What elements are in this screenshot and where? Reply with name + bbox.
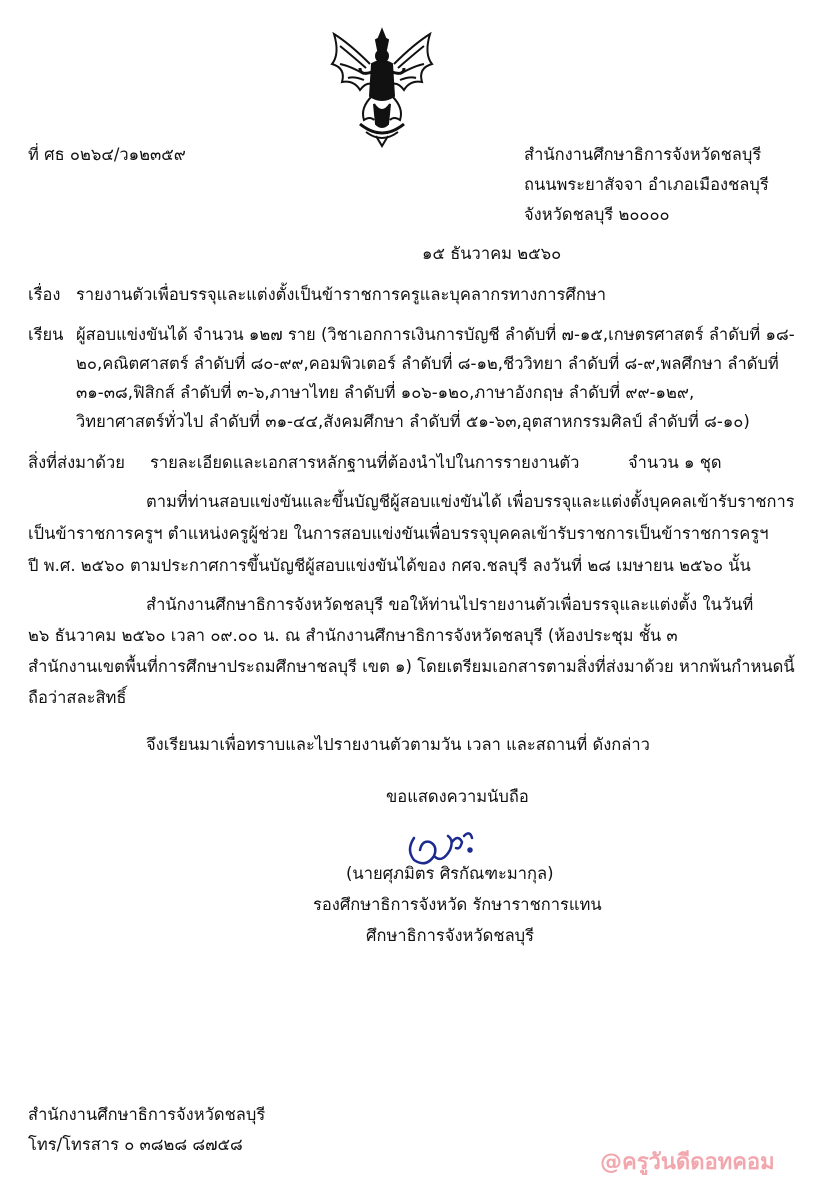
subject-text: รายงานตัวเพื่อบรรจุและแต่งตั้งเป็นข้าราชการครูและบุคลากรทางการศึกษา <box>76 285 607 304</box>
letter-date: ๑๕ ธันวาคม ๒๕๖๐ <box>422 244 562 263</box>
closing-paragraph: จึงเรียนมาเพื่อทราบและไปรายงานตัวตามวัน เวลา และสถานที่ ดังกล่าว <box>146 735 650 754</box>
sender-address-line2: ถนนพระยาสัจจา อำเภอเมืองชลบุรี <box>524 175 769 194</box>
recipient-label: เรียน <box>28 325 64 344</box>
paragraph2-line: สำนักงานศึกษาธิการจังหวัดชลบุรี ขอให้ท่านไปรายงานตัวเพื่อบรรจุและแต่งตั้ง ในวันที่ <box>146 595 754 614</box>
garuda-emblem-icon <box>320 24 444 148</box>
enclosure-count: จำนวน ๑ ชุด <box>628 453 722 472</box>
signer-name: (นายศุภมิตร ศิรกัณฑะมากุล) <box>346 864 554 883</box>
subject-label: เรื่อง <box>28 285 61 304</box>
footer-phone: โทร/โทรสาร ๐ ๓๘๒๘ ๘๗๕๘ <box>28 1135 243 1154</box>
enclosure-label: สิ่งที่ส่งมาด้วย <box>28 453 125 472</box>
signer-title: ศึกษาธิการจังหวัดชลบุรี <box>366 926 535 945</box>
recipient-line: วิทยาศาสตร์ทั่วไป ลำดับที่ ๓๑-๔๔,สังคมศึกษา ลำดับที่ ๕๑-๖๓,อุตสาหกรรมศิลป์ ลำดับที่ ๘-๑๐) <box>76 412 750 431</box>
sender-address-line3: จังหวัดชลบุรี ๒๐๐๐๐ <box>524 205 670 224</box>
recipient-line: ๓๑-๓๘,ฟิสิกส์ ลำดับที่ ๓-๖,ภาษาไทย ลำดับที่ ๑๐๖-๑๒๐,ภาษาอังกฤษ ลำดับที่ ๙๙-๑๒๙, <box>76 383 695 402</box>
paragraph1-line: ปี พ.ศ. ๒๕๖๐ ตามประกาศการขึ้นบัญชีผู้สอบแข่งขันได้ของ กศจ.ชลบุรี ลงวันที่ ๒๘ เมษายน ๒๕๖๐ นั้น <box>28 556 751 575</box>
paragraph2-line: ถือว่าสละสิทธิ์ <box>28 688 127 707</box>
paragraph2-line: สำนักงานเขตพื้นที่การศึกษาประถมศึกษาชลบุรี เขต ๑) โดยเตรียมเอกสารตามสิ่งที่ส่งมาด้วย หากพ้นกำหนดนี้ <box>28 657 795 676</box>
recipient-line: ๒๐,คณิตศาสตร์ ลำดับที่ ๘๐-๙๙,คอมพิวเตอร์ ลำดับที่ ๘-๑๒,ชีววิทยา ลำดับที่ ๘-๙,พลศึกษา ลำดับที่ <box>76 354 779 373</box>
reference-number: ที่ ศธ ๐๒๖๔/ว๑๒๓๕๙ <box>28 145 186 164</box>
footer-office: สำนักงานศึกษาธิการจังหวัดชลบุรี <box>28 1105 266 1124</box>
sender-address-line1: สำนักงานศึกษาธิการจังหวัดชลบุรี <box>524 145 762 164</box>
signer-title: รองศึกษาธิการจังหวัด รักษาราชการแทน <box>313 895 602 914</box>
enclosure-text: รายละเอียดและเอกสารหลักฐานที่ต้องนำไปในการรายงานตัว <box>150 453 580 472</box>
recipient-line: ผู้สอบแข่งขันได้ จำนวน ๑๒๗ ราย (วิชาเอกการเงินการบัญชี ลำดับที่ ๗-๑๕,เกษตรศาสตร์ ลำดับที่ ๑๘- <box>76 325 795 344</box>
paragraph1-line: เป็นข้าราชการครูฯ ตำแหน่งครูผู้ช่วย ในการสอบแข่งขันเพื่อบรรจุบุคคลเข้ารับราชการเป็นข้าราชการครูฯ <box>28 524 769 543</box>
paragraph1-line: ตามที่ท่านสอบแข่งขันและขึ้นบัญชีผู้สอบแข่งขันได้ เพื่อบรรจุและแต่งตั้งบุคคลเข้ารับราชการ <box>146 492 795 511</box>
watermark-text: @ครูวันดีดอทคอม <box>600 1150 775 1175</box>
paragraph2-line: ๒๖ ธันวาคม ๒๕๖๐ เวลา ๐๙.๐๐ น. ณ สำนักงานศึกษาธิการจังหวัดชลบุรี (ห้องประชุม ชั้น ๓ <box>28 626 678 645</box>
closing-salutation: ขอแสดงความนับถือ <box>386 787 529 806</box>
